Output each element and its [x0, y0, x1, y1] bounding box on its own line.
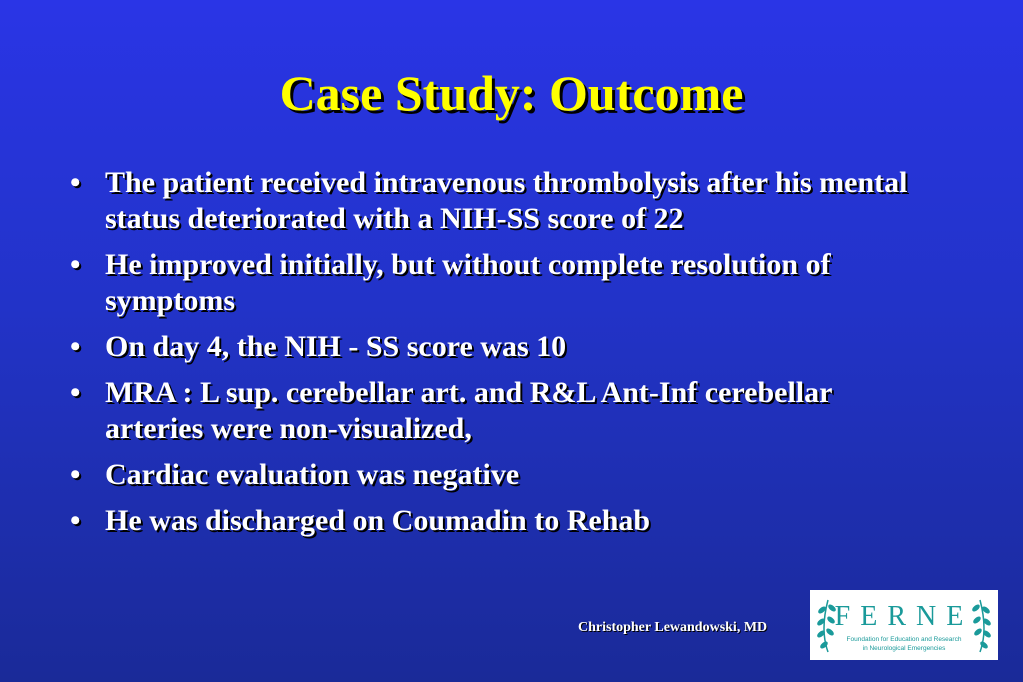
bullet-icon: •	[70, 504, 81, 537]
bullet-list	[70, 165, 930, 549]
logo-letters: FERNE	[834, 601, 974, 632]
bullet-icon: •	[70, 376, 81, 409]
ferne-logo	[810, 590, 998, 660]
logo-line-1: Foundation for Education and Research	[846, 636, 962, 643]
bullet-item	[70, 457, 930, 493]
bullet-item	[70, 165, 930, 237]
bullet-text: He was discharged on Coumadin to Rehab	[105, 504, 651, 537]
logo-line-2: in Neurological Emergencies	[862, 645, 946, 652]
bullet-icon: •	[70, 458, 81, 491]
bullet-item	[70, 375, 930, 447]
bullet-text: He improved initially, but without complete resolution of symptoms	[105, 248, 831, 317]
author-credit: Christopher Lewandowski, MD	[578, 620, 768, 635]
bullet-text: On day 4, the NIH - SS score was 10	[105, 330, 567, 363]
bullet-icon: •	[70, 166, 81, 199]
bullet-item	[70, 247, 930, 319]
bullet-text: Cardiac evaluation was negative	[105, 458, 520, 491]
ferne-logo-graphic	[810, 590, 998, 660]
slide-title: Case Study: Outcome	[279, 65, 744, 121]
bullet-item	[70, 329, 930, 365]
bullet-text: The patient received intravenous thrombolysis after his mental status deteriorated with a NIH-SS score of 22	[105, 166, 908, 235]
laurel-left-icon	[817, 600, 837, 652]
laurel-right-icon	[972, 600, 992, 652]
bullet-text: MRA : L sup. cerebellar art. and R&L Ant-Inf cerebellar arteries were non-visualized,	[105, 376, 832, 445]
bullet-icon: •	[70, 248, 81, 281]
bullet-item	[70, 503, 930, 539]
bullet-icon: •	[70, 330, 81, 363]
